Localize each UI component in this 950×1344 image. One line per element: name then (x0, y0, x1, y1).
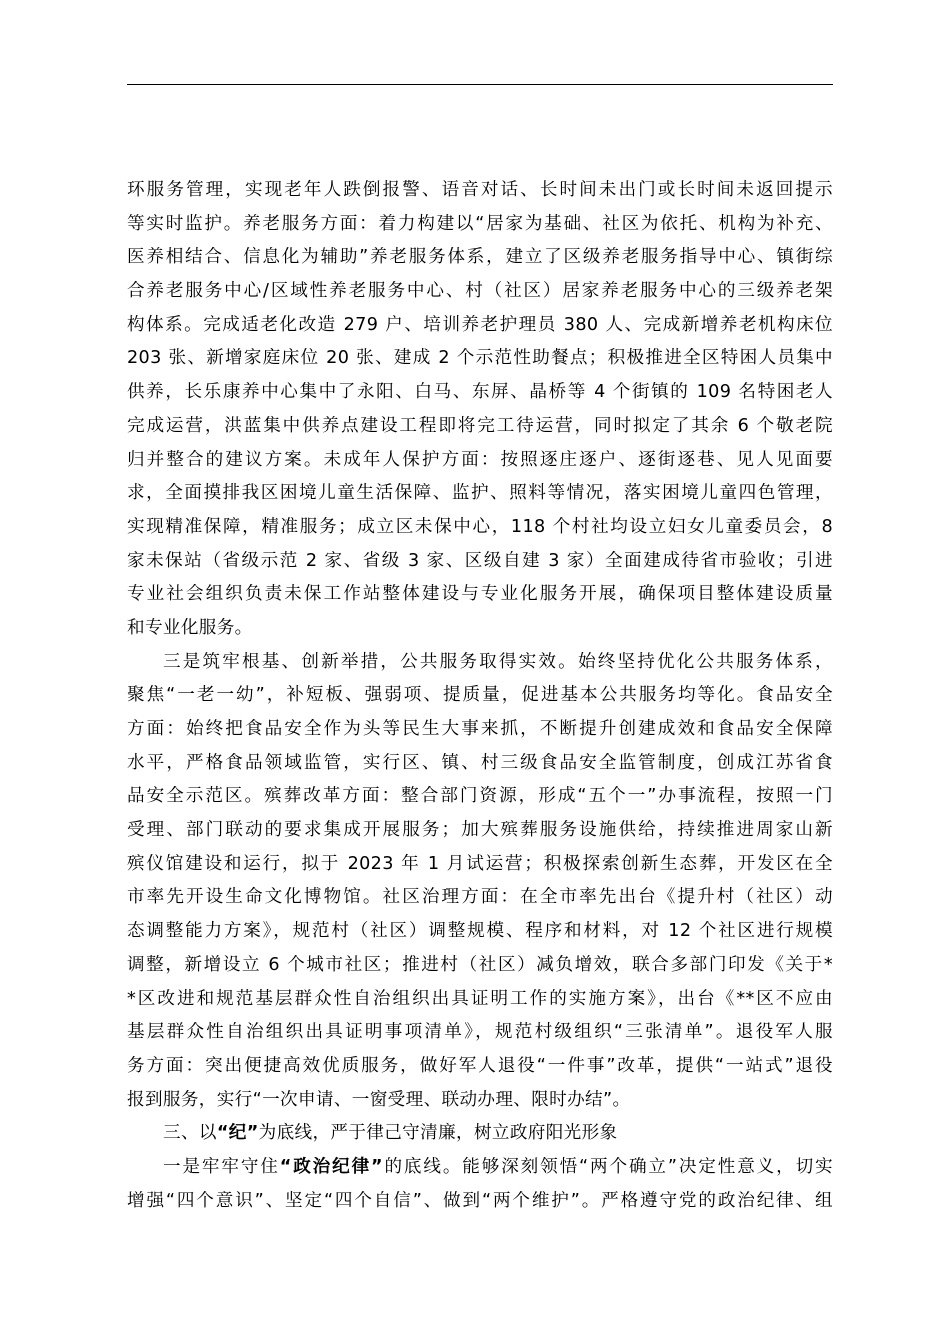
para-prefix: 一是牢牢守住 (163, 1156, 280, 1177)
paragraph-start-line: 三是筑牢根基、创新举措，公共服务取得实效。始终坚持优化公共服务体系， (163, 651, 833, 672)
text-line: 环服务管理，实现老年人跌倒报警、语音对话、长时间未出门或长时间未返回提示 (127, 180, 833, 200)
text-line: 等实时监护。养老服务方面：着力构建以“居家为基础、社区为依托、机构为补充、 (127, 213, 833, 234)
text-line: 务方面：突出便捷高效优质服务，做好军人退役“一件事”改革，提供“一站式”退役 (127, 1055, 833, 1076)
text-line: 殡仪馆建设和运行，拟于 2023 年 1 月试运营；积极探索创新生态葬，开发区在全 (127, 853, 833, 874)
text-line: 市率先开设生命文化博物馆。社区治理方面：在全市率先出台《提升村（社区）动 (127, 887, 833, 908)
header-rule (127, 84, 833, 85)
heading-suffix: 为底线，严于律己守清廉，树立政府阳光形象 (258, 1123, 618, 1144)
text-line: 聚焦“一老一幼”，补短板、强弱项、提质量，促进基本公共服务均等化。食品安全 (127, 685, 833, 706)
text-line: 增强“四个意识”、坚定“四个自信”、做到“两个维护”。严格遵守党的政治纪律、组 (127, 1190, 833, 1211)
para-suffix: 的底线。能够深刻领悟“两个确立”决定性意义，切实 (382, 1156, 833, 1177)
text-line: 专业社会组织负责未保工作站整体建设与专业化服务开展，确保项目整体建设质量 (127, 584, 833, 605)
text-line: 受理、部门联动的要求集成开展服务；加大殡葬服务设施供给，持续推进周家山新 (127, 820, 833, 841)
text-line: 医养相结合、信息化为辅助”养老服务体系，建立了区级养老服务指导中心、镇街综 (127, 247, 833, 268)
para-emphasis: “政治纪律” (279, 1156, 383, 1177)
text-line: 报到服务，实行“一次申请、一窗受理、联动办理、限时办结”。 (127, 1089, 631, 1110)
section-heading (127, 1117, 833, 1151)
document-body (127, 174, 833, 1218)
text-line: 调整，新增设立 6 个城市社区；推进村（社区）减负增效，联合多部门印发《关于* (127, 954, 833, 975)
paragraph-start-line (127, 1151, 833, 1185)
heading-emphasis: “纪” (216, 1123, 259, 1144)
text-line: 态调整能力方案》，规范村（社区）调整规模、程序和材料，对 12 个社区进行规模 (127, 921, 833, 942)
text-line: 构体系。完成适老化改造 279 户、培训养老护理员 380 人、完成新增养老机构床位 (127, 314, 833, 335)
text-line: 水平，严格食品领域监管，实行区、镇、村三级食品安全监管制度，创成江苏省食 (127, 752, 833, 773)
text-line: 203 张、新增家庭床位 20 张、建成 2 个示范性助餐点；积极推进全区特困人员集中 (127, 348, 833, 369)
text-line: 家未保站（省级示范 2 家、省级 3 家、区级自建 3 家）全面建成待省市验收；引进 (127, 550, 833, 571)
heading-prefix: 三、以 (163, 1123, 217, 1144)
text-line: 品安全示范区。殡葬改革方面：整合部门资源，形成“五个一”办事流程，按照一门 (127, 786, 833, 807)
text-line: 完成运营，洪蓝集中供养点建设工程即将完工待运营，同时拟定了其余 6 个敬老院 (127, 415, 833, 436)
text-line: 实现精准保障，精准服务；成立区未保中心，118 个村社均设立妇女儿童委员会，8 (127, 516, 833, 537)
text-line: 求，全面摸排我区困境儿童生活保障、监护、照料等情况，落实困境儿童四色管理， (127, 483, 833, 504)
text-line: 归并整合的建议方案。未成年人保护方面：按照逐庄逐户、逐街逐巷、见人见面要 (127, 449, 833, 470)
text-line: *区改进和规范基层群众性自治组织出具证明工作的实施方案》，出台《**区不应由 (127, 988, 833, 1009)
text-line: 供养，长乐康养中心集中了永阳、白马、东屏、晶桥等 4 个街镇的 109 名特困老人 (127, 382, 833, 403)
text-line: 和专业化服务。 (127, 617, 253, 638)
text-line: 合养老服务中心/区域性养老服务中心、村（社区）居家养老服务中心的三级养老架 (127, 281, 833, 302)
text-line: 基层群众性自治组织出具证明事项清单》，规范村级组织“三张清单”。退役军人服 (127, 1022, 833, 1043)
text-line: 方面：始终把食品安全作为头等民生大事来抓，不断提升创建成效和食品安全保障 (127, 719, 833, 739)
